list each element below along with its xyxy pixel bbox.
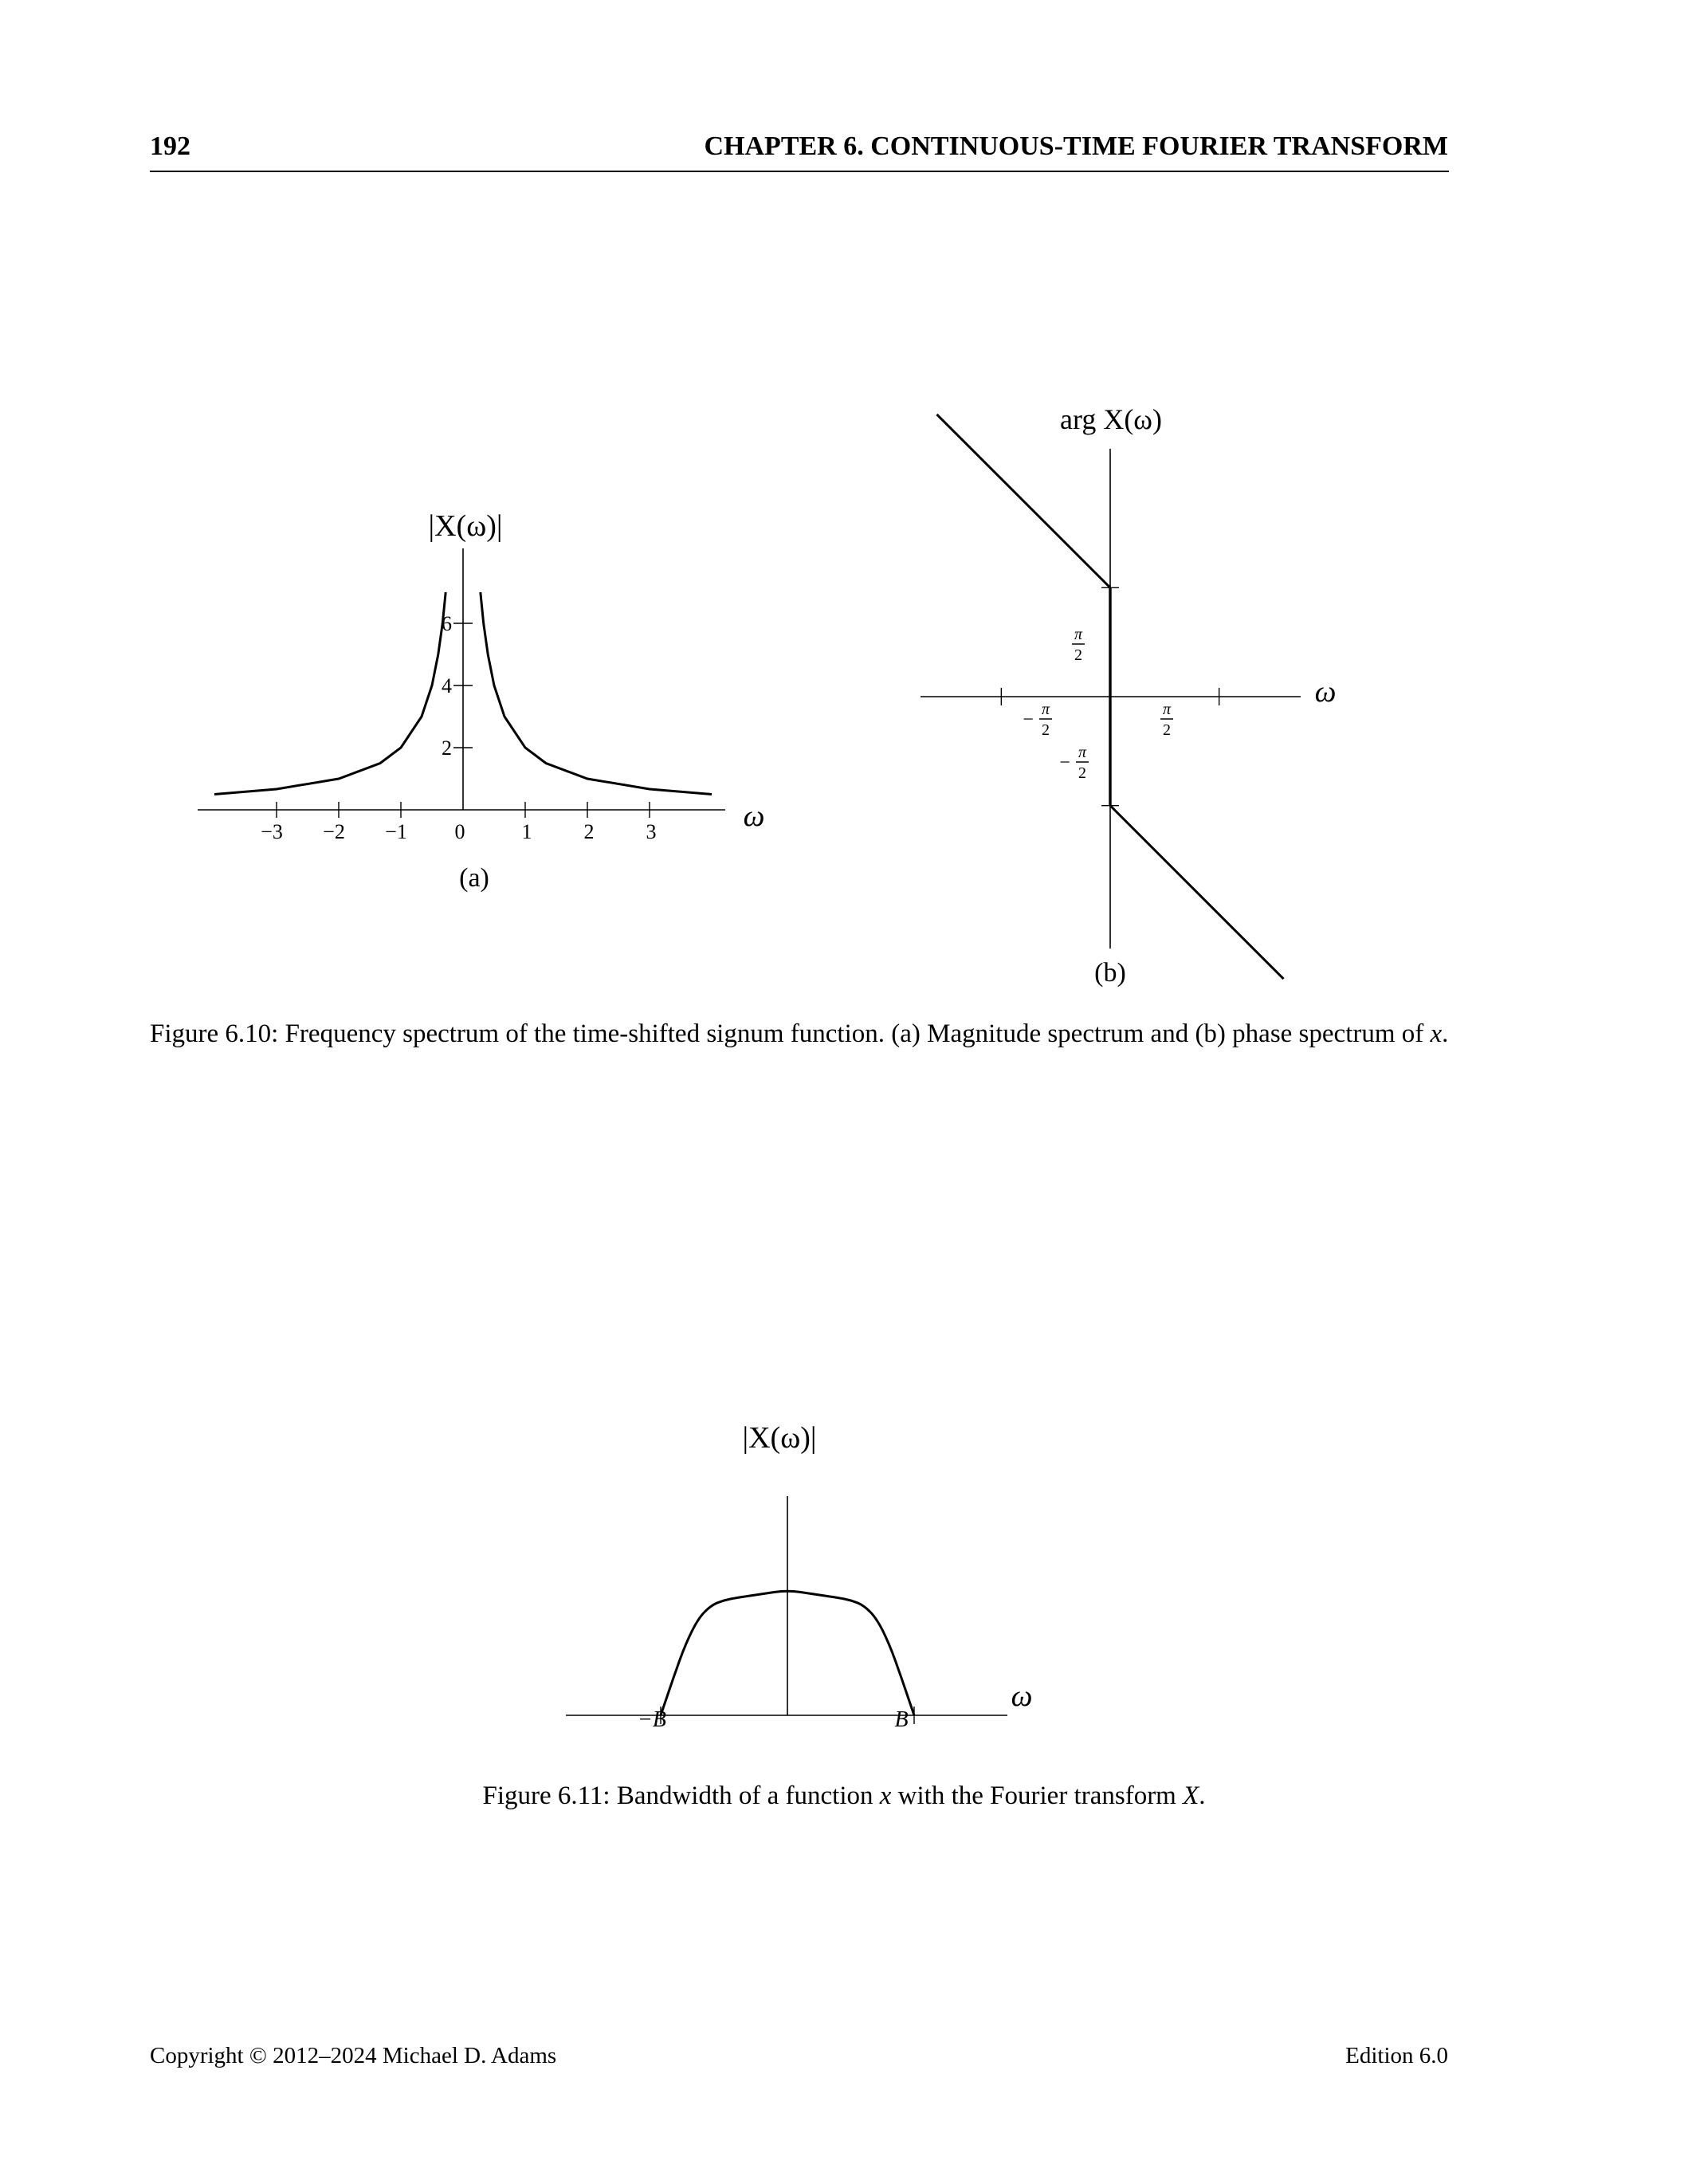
figure-6-10-caption: Figure 6.10: Frequency spectrum of the time-shifted signum function. (a) Magnitude spectrum and (b) phase spectrum of x. [150,1019,1449,1048]
figure-6-11-caption: Figure 6.11: Bandwidth of a function x with the Fourier transform X. [482,1781,1206,1810]
svg-text:2: 2 [1042,721,1050,739]
svg-text:−: − [1023,709,1034,730]
y-tick-label: 2 [442,737,452,760]
svg-text:π: π [1074,626,1083,643]
a-ylabel: |X(ω)| [428,509,503,543]
a-xlabel: ω [743,799,765,833]
svg-text:2: 2 [1078,764,1086,782]
svg-text:π: π [1162,701,1172,718]
c-tick-neg-label: −B [638,1707,666,1732]
x-tick-label: 0 [454,820,465,843]
c-tick-pos-label: B [894,1707,909,1732]
page-number: 192 [150,132,190,161]
b-xlabel: ω [1314,675,1337,709]
x-tick-label: −1 [385,820,407,843]
x-tick-label: −2 [323,820,345,843]
y-tick-label: 6 [442,612,452,635]
c-ylabel: |X(ω)| [742,1421,817,1455]
b-ylabel: arg X(ω) [1060,403,1162,435]
x-tick-label: 2 [583,820,595,843]
x-tick-label: −3 [261,820,283,843]
svg-text:−: − [1059,752,1070,773]
svg-text:2: 2 [1074,646,1082,664]
svg-text:2: 2 [1163,721,1171,739]
svg-text:π: π [1078,744,1087,761]
a-panel-label: (a) [459,863,489,893]
copyright-notice: Copyright © 2012–2024 Michael D. Adams [150,2043,557,2068]
x-tick-label: 3 [646,820,657,843]
svg-text:π: π [1041,701,1050,718]
axes [566,1496,1007,1724]
chapter-title: CHAPTER 6. CONTINUOUS-TIME FOURIER TRANSFORM [704,132,1448,161]
b-panel-label: (b) [1094,958,1126,988]
y-tick-label: 4 [442,674,452,697]
x-tick-label: 1 [521,820,532,843]
c-xlabel: ω [1011,1679,1033,1713]
edition-label: Edition 6.0 [1345,2043,1448,2068]
